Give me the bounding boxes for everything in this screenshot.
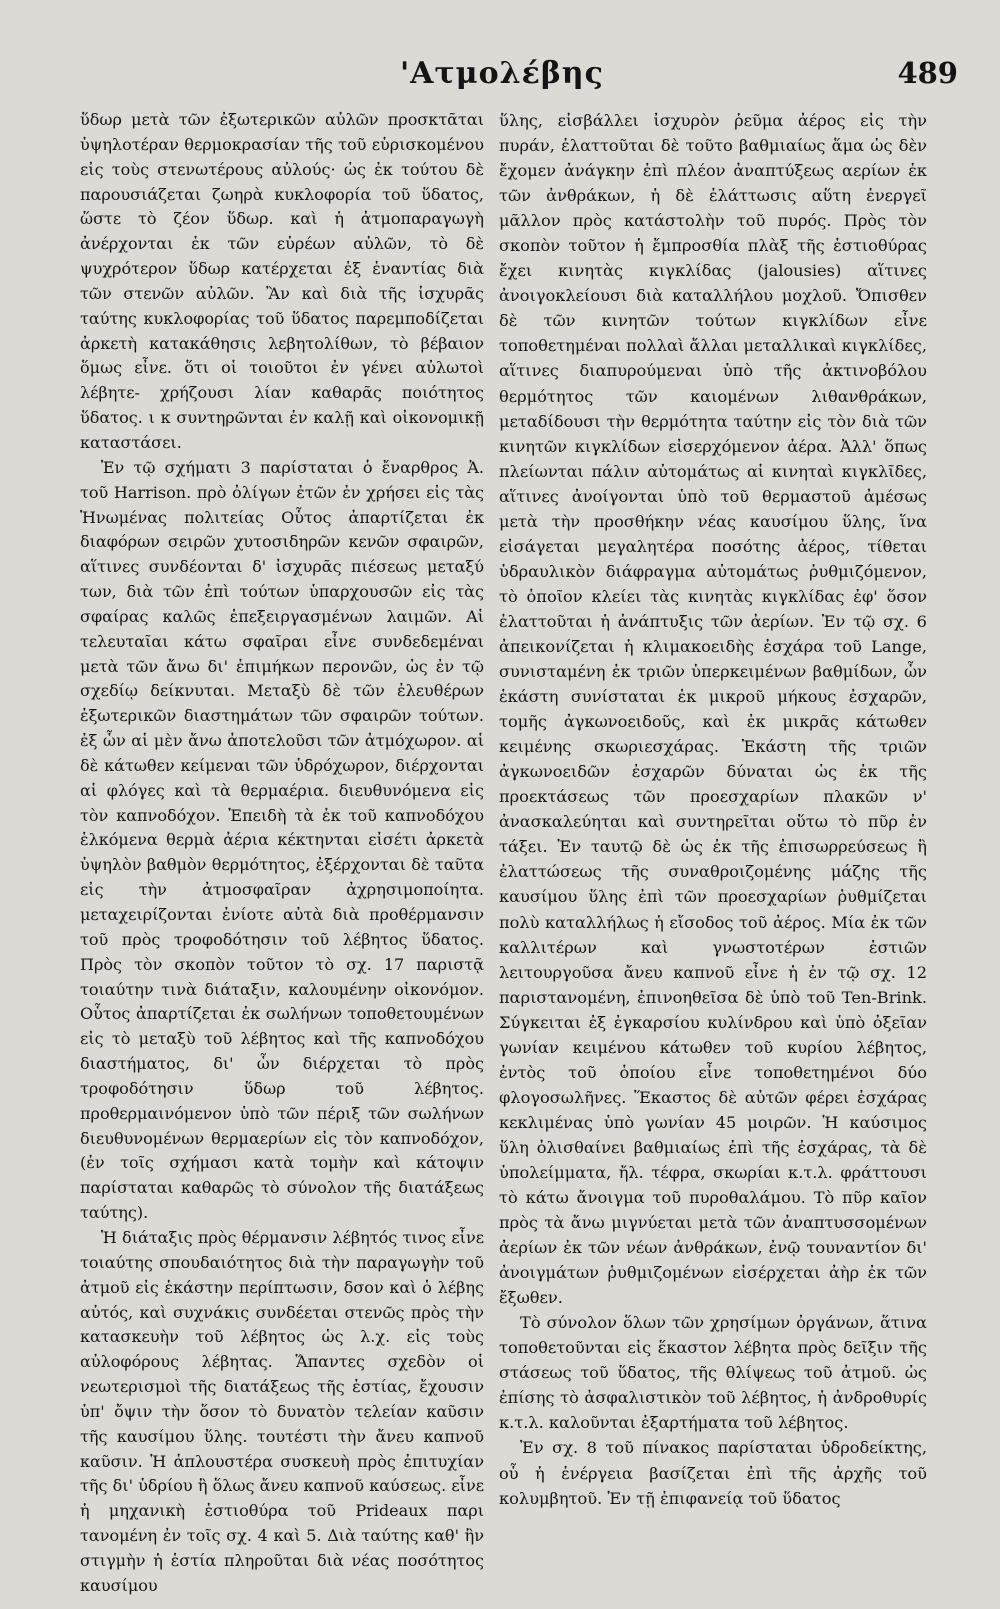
paragraph: Ἐν τῷ σχήματι 3 παρίσταται ὁ ἔναρθρος Ἀ. τοῦ Harrison. πρὸ ὀλίγων ἐτῶν ἐν χρήσει εἰς τὰς Ἡνωμένας πολιτείας Οὗτος ἀπαρτίζεται ἐκ διαφόρων σειρῶν χυτοσιδηρῶν κενῶν σφαιρῶν, αἵτινες συνδέονται δ' ἰσχυρᾶς πιέσεως μεταξύ των, διὰ τῶν ἐπὶ τούτων ὑπαρχουσῶν εἰς τὰς σφαίρας καλῶς ἐπεξειργασμένων λαιμῶν. Αἱ τελευταῖαι κάτω σφαῖραι εἶνε συνδεδεμέναι μετὰ τῶν ἄνω δι' ἐπιμήκων περονῶν, ὡς ἐν τῷ σχεδίῳ δείκνυται. Μεταξὺ δὲ τῶν ἐλευθέρων ἐξωτερικῶν διαστημάτων τῶν σφαιρῶν τούτων. ἐξ ὧν αἱ μὲν ἄνω ἀποτελοῦσι τῶν ἀτμόχωρον. αἱ δὲ κάτωθεν κείμεναι τῶν ὑδρόχωρον, διέρχονται αἱ φλόγες καὶ τὰ θερμαέρια. διευθυνόμενα εἰς τὸν καπνοδόχον. Ἐπειδὴ τὰ ἐκ τοῦ καπνοδόχου ἑλκόμενα θερμὰ ἀέρια κέκτηνται εἰσέτι ἀρκετὰ ὑψηλὸν βαθμὸν θερμότητος, ἐξέρχονται δὲ ταῦτα εἰς τὴν ἀτμοσφαῖραν ἀχρησιμοποίητα. μεταχειρίζονται ἐνίοτε αὐτὰ διὰ προθέρμανσιν τοῦ πρὸς τροφοδότησιν τοῦ λέβητος ὕδατος. Πρὸς τὸν σκοπὸν τοῦτον τὸ σχ. 17 παριστᾷ τοιαύτην τινὰ διάταξιν, καλουμένην οἰκονόμον. Οὗτος ἀπαρτίζεται ἐκ σωλήνων τοποθετουμένων εἰς τὸ μεταξὺ τοῦ λέβητος καὶ τῆς καπνοδόχου διαστήματος, δι' ὧν διέρχεται τὸ πρὸς τροφοδότησιν ὕδωρ τοῦ λέβητος. προθερμαινόμενον ὑπὸ τῶν πέριξ τῶν σωλήνων διευθυνομένων θερμαερίων εἰς τὸν καπνοδόχον, (ἐν τοῖς σχήμασι κατὰ τομὴν καὶ κάτοψιν παρίσταται καθαρῶς τὸ σύνολον τῆς διατάξεως ταύτης). <box>80 457 484 1223</box>
running-head <box>0 52 1000 100</box>
paragraph: Ἡ διάταξις πρὸς θέρμανσιν λέβητός τινος εἶνε τοιαύτης σπουδαιότητος διὰ τὴν παραγωγὴν τοῦ ἀτμοῦ εἰς ἑκάστην περίπτωσιν, δσον καὶ ὁ λέβης αὐτός, καὶ συχνάκις συνδέεται στενῶς πρὸς τὴν κατασκευὴν τοῦ λέβητος ὡς λ.χ. εἰς τοὺς αὐλοφόρους λέβητας. Ἅπαντες σχεδὸν οἱ νεωτερισμοὶ τῆς διατάξεως τῆς ἑστίας, ἔχουσιν ὑπ' ὄψιν τὴν ὅσον τὸ δυνατὸν τελείαν καῦσιν τῆς καυσίμου ὕλης. τουτέστι τὴν ἄνευ καπνοῦ καῦσιν. Ἡ ἁπλουστέρα συσκευὴ πρὸς ἐπιτυχίαν τῆς δι' ὑδρίου ἢ ὅλως ἄνευ καπνοῦ καύσεως. εἶνε ἡ μηχανικὴ ἑστιοθύρα τοῦ Prideaux παρι τανομένη ἐν τοῖς σχ. 4 καὶ 5. Διὰ ταύτης καθ' ἣν στιγμὴν ἡ ἑστία πληροῦται διὰ νέας ποσότητος καυσίμου <box>80 1227 484 1595</box>
paragraph: ὕδωρ μετὰ τῶν ἐξωτερικῶν αὐλῶν προσκτᾶται ὑψηλοτέραν θερμοκρασίαν τῆς τοῦ εὑρισκομένου εἰς τοὺς στενωτέρους αὐλούς· ὡς ἐκ τούτου δὲ παρουσιάζεται ζωηρὰ κυκλοφορία τοῦ ὕδατος, ὥστε τὸ ζέον ὕδωρ. καὶ ἡ ἀτμοπαραγωγὴ ἀνέρχονται ἐκ τῶν εὐρέων αὐλῶν, τὸ δὲ ψυχρότερον ὕδωρ κατέρχεται ἐξ ἐναντίας διὰ τῶν στενῶν αὐλῶν. Ἂν καὶ διὰ τῆς ἰσχυρᾶς ταύτης κυκλοφορίας τοῦ ὕδατος παρεμποδίζεται ἀρκετὴ κατακάθησις λεβητολίθων, τὸ βέβαιον ὅμως εἶνε. ὅτι οἱ τοιοῦτοι ἐν γένει αὐλωτοὶ λέβητε- χρήζουσι λίαν καθαρᾶς ποιότητος ὕδατος. ι κ συντηρῶνται ἐν καλῇ καὶ οἰκονομικῇ καταστάσει. <box>80 110 484 452</box>
left-column <box>80 108 484 1599</box>
running-title: 'Ατμολέβης <box>400 56 604 91</box>
right-column <box>499 108 927 1511</box>
paragraph: ὕλης, εἰσβάλλει ἰσχυρὸν ῥεῦμα ἀέρος εἰς τὴν πυράν, ἐλαττοῦται δὲ τοῦτο βαθμιαίως ἅμα ὡς δὲν ἔχομεν ἀνάγκην ἐπὶ πλέον ἀναπτύξεως αερίων ἐκ τῶν ἀνθράκων, ἡ δὲ ἐλάττωσις αὕτη ἐνεργεῖ μᾶλλον πρὸς κατάστολὴν τοῦ πυρός. Πρὸς τὸν σκοπὸν τοῦτον ἡ ἔμπροσθία πλὰξ τῆς ἑστιοθύρας ἔχει κινητὰς κιγκλίδας (jalousies) αἵτινες ἀνοιγοκλείουσι διὰ καταλλήλου μοχλοῦ. Ὄπισθεν δὲ τῶν κινητῶν τούτων κιγκλίδων εἶνε τοποθετημέναι πολλαὶ ἄλλαι μεταλλικαὶ κιγκλίδες, αἵτινες διαπυρούμεναι ὑπὸ τῆς ἀκτινοβόλου θερμότητος τῶν καιομένων λιθανθράκων, μεταδίδουσι τὴν θερμότητα ταύτην εἰς τὸν διὰ τῶν κινητῶν κιγκλίδων εἰσερχόμενον ἀέρα. Ἀλλ' ὅπως πλείωνται πάλιν αὐτομάτως αἱ κινηταὶ κιγκλῖδες, αἵτινες ἀνοίγονται ὑπὸ τοῦ θερμαστοῦ ἀμέσως μετὰ τὴν προσθήκην νέας καυσίμου ὕλης, ἵνα εἰσάγεται μεγαλητέρα ποσότης ἀέρος, τίθεται ὑδραυλικὸν διάφραγμα αὐτομάτως ῥυθμιζόμενον, τὸ ὁποῖον κλείει τὰς κινητὰς κιγκλίδας ἐφ' ὅσον ἐλαττοῦται ἡ ἀνάπτυξις τῶν ἀερίων. Ἐν τῷ σχ. 6 ἀπεικονίζεται ἡ κλιμακοειδὴς ἐσχάρα τοῦ Lange, συνισταμένη ἐκ τριῶν ὑπερκειμένων βαθμίδων, ὧν ἑκάστη συνίσταται ἐκ μικροῦ μήκους ἐσχαρῶν, τομῆς ἀγκωνοειδοῦς, καὶ ἐκ μικρᾶς κάτωθεν κειμένης σκωριεσχάρας. Ἑκάστη τῆς τριῶν ἀγκωνοειδῶν ἐσχαρῶν δύναται ὡς ἐκ τῆς προεκτάσεως τῶν προεσχαρίων πλακῶν ν' ἀνασκαλεύηται καὶ συντηρεῖται οὕτω τὸ πῦρ ἐν τάξει. Ἐν ταυτῷ δὲ ὡς ἐκ τῆς ἐπισωρρεύσεως ἢ ἐλαττώσεως τῆς συναθροιζομένης μάζης τῆς καυσίμου ὕλης ἐπὶ τῶν προεσχαρίων ῥυθμίζεται πολὺ καταλλήλως ἡ εἴσοδος τοῦ ἀέρος. Μία ἐκ τῶν καλλιτέρων καὶ γνωστοτέρων ἑστιῶν λειτουργοῦσα ἄνευ καπνοῦ εἶνε ἡ ἐν τῷ σχ. 12 παριστανομένη, ἐπινοηθεῖσα δὲ ὑπὸ τοῦ Ten-Brink. Σύγκειται ἐξ ἐγκαρσίου κυλίνδρου καὶ ὑπὸ ὀξεῖαν γωνίαν κειμένου κάτωθεν τοῦ κυρίου λέβητος, ἐντὸς τοῦ ὁποίου εἶνε τοποθετημένοι δύο φλογοσωλῆνες. Ἕκαστος δὲ αὐτῶν φέρει ἐσχάρας κεκλιμένας ὑπὸ γωνίαν 45 μοιρῶν. Ἡ καύσιμος ὕλη ὀλισθαίνει βαθμιαίως ἐπὶ τῆς ἐσχάρας, τὰ δὲ ὑπολείμματα, ἤλ. τέφρα, σκωρίαι κ.τ.λ. φράττουσι τὸ κάτω ἄνοιγμα τοῦ πυροθαλάμου. Τὸ πῦρ καῖον πρὸς τὰ ἄνω μιγνύεται μετὰ τῶν ἀναπτυσσομένων ἀερίων ἐκ τῶν νέων ἀνθράκων, ἐνῷ τουναντίον δι' ἀνοιγμάτων ῥυθμιζομένων εἰσέρχεται ἀὴρ ἐκ τῶν ἔξωθεν. <box>499 111 927 1308</box>
paragraph: Ἐν σχ. 8 τοῦ πίνακος παρίσταται ὑδροδείκτης, οὗ ἡ ἐνέργεια βασίζεται ἐπὶ τῆς ἀρχῆς τοῦ κολυμβητοῦ. Ἐν τῇ ἐπιφανείᾳ τοῦ ὕδατος <box>499 1438 927 1508</box>
page-number: 489 <box>897 56 958 90</box>
paragraph: Τὸ σύνολον ὅλων τῶν χρησίμων ὀργάνων, ἅτινα τοποθετοῦνται εἰς ἕκαστον λέβητα πρὸς δεῖξιν τῆς στάσεως τοῦ ὕδατος, τῆς θλίψεως τοῦ ἀτμοῦ. ὡς ἐπίσης τὸ ἀσφαλιστικὸν τοῦ λέβητος, ἡ ἀνδροθυρίς κ.τ.λ. καλοῦνται ἐξαρτήματα τοῦ λέβητος. <box>499 1313 927 1433</box>
